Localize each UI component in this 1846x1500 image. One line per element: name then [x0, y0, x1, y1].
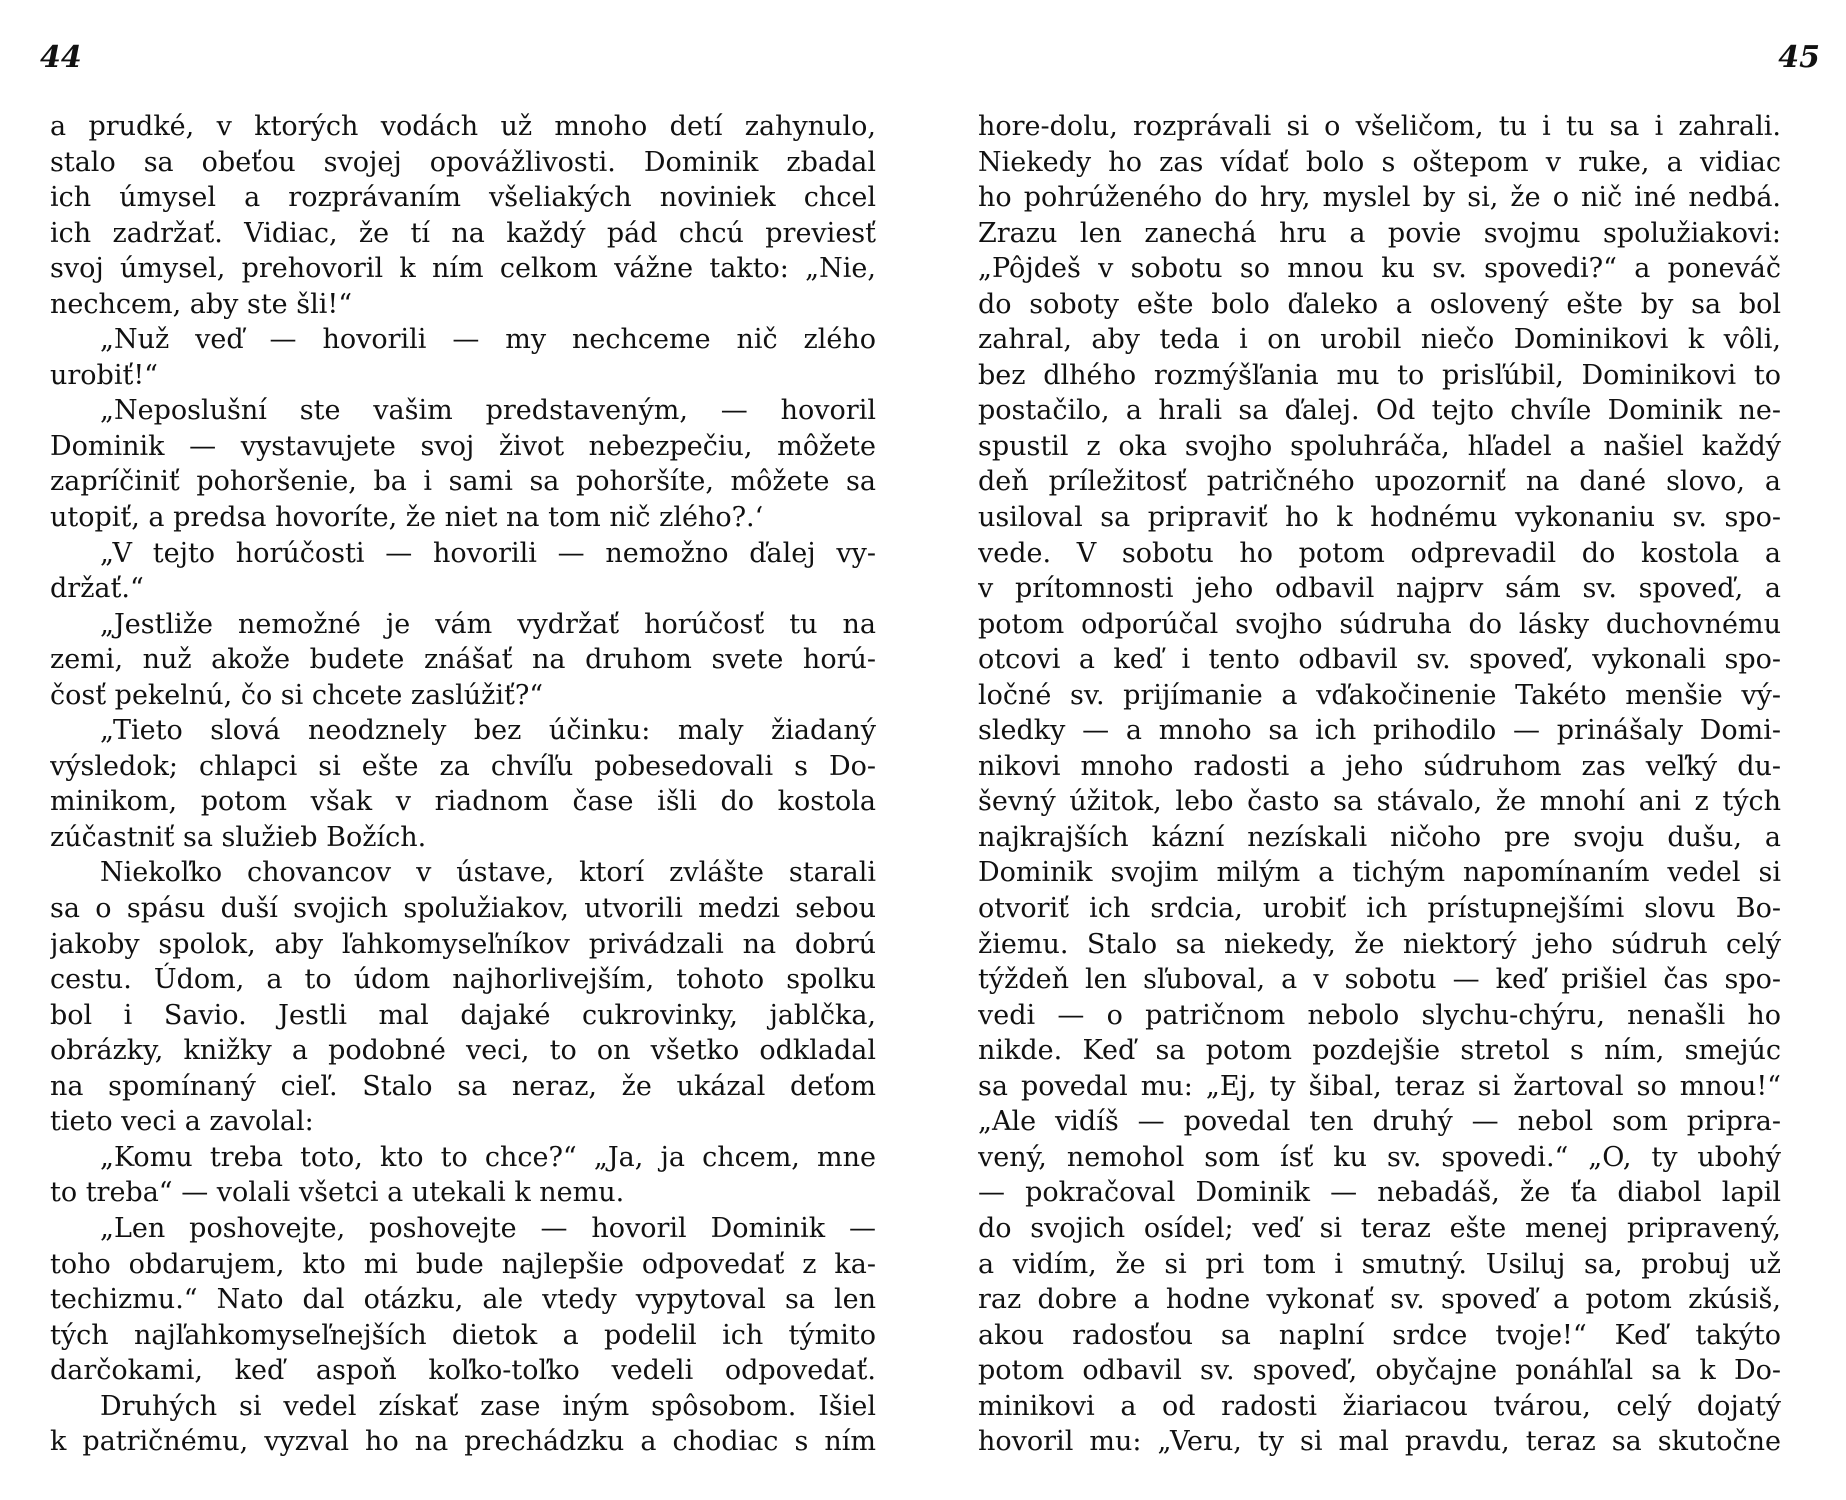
text-line: ho pohrúženého do hry, myslel by si, že o nič iné nedbá.: [978, 182, 1781, 214]
text-line: „V tejto horúčosti — hovorili — nemožno ďalej vy-: [100, 537, 876, 569]
text-line: otcovi a keď i tento odbavil sv. spoveď, vykonali spo-: [978, 644, 1781, 676]
text-line: deň príležitosť patričného upozorniť na dané slovo, a: [978, 466, 1781, 498]
text-line: „Pôjdeš v sobotu so mnou ku sv. spovedi?“ a poneváč: [978, 253, 1781, 285]
text-line: sa o spásu duší svojich spolužiakov, utvorili medzi sebou: [50, 893, 876, 925]
text-line: Dominik — vystavujete svoj život nebezpečiu, môžete: [50, 430, 876, 462]
text-line: „Neposlušní ste vašim predstaveným, — hovoril: [100, 395, 876, 427]
text-line: Niekedy ho zas vídať bolo s oštepom v ruke, a vidiac: [978, 146, 1781, 178]
text-line: sa povedal mu: „Ej, ty šibal, teraz si žartoval so mnou!“: [978, 1070, 1781, 1102]
text-line: stalo sa obeťou svojej opovážlivosti. Dominik zbadal: [50, 146, 876, 178]
text-line: tieto veci a zavolal:: [50, 1106, 314, 1138]
text-line: svoj úmysel, prehovoril k ním celkom vážne takto: „Nie,: [50, 253, 876, 285]
text-line: do soboty ešte bolo ďaleko a oslovený ešte by sa bol: [978, 288, 1781, 320]
text-line: vede. V sobotu ho potom odprevadil do kostola a: [978, 537, 1781, 569]
text-line: hovoril mu: „Veru, ty si mal pravdu, teraz sa skutočne: [978, 1426, 1781, 1458]
text-line: bol i Savio. Jestli mal dajaké cukrovinky, jablčka,: [50, 999, 876, 1031]
text-line: ločné sv. prijímanie a vďakočinenie Takéto menšie vý-: [978, 679, 1781, 711]
text-line: minikom, potom však v riadnom čase išli do kostola: [50, 786, 876, 818]
text-line: jakoby spolok, aby ľahkomyseľníkov privádzali na dobrú: [50, 928, 876, 960]
text-line: zúčastniť sa služieb Božích.: [50, 821, 427, 853]
text-line: urobiť!“: [50, 359, 158, 391]
text-line: týždeň len sľuboval, a v sobotu — keď prišiel čas spo-: [978, 964, 1781, 996]
text-line: „Len poshovejte, poshovejte — hovoril Dominik —: [100, 1212, 876, 1244]
text-line: Druhých si vedel získať zase iným spôsobom. Išiel: [100, 1390, 876, 1422]
text-line: vedi — o patričnom nebolo slychu-chýru, nenašli ho: [978, 999, 1781, 1031]
text-line: cestu. Údom, a to údom najhorlivejším, tohoto spolku: [50, 964, 876, 996]
text-line: nikovi mnoho radosti a jeho súdruhom zas veľký du-: [978, 750, 1781, 782]
text-line: usiloval sa pripraviť ho k hodnému vykonaniu sv. spo-: [978, 502, 1781, 534]
text-line: „Jestliže nemožné je vám vydržať horúčosť tu na: [100, 608, 876, 640]
text-line: najkrajších kázní nezískali ničoho pre svoju dušu, a: [978, 821, 1781, 853]
text-line: do svojich osídel; veď si teraz ešte menej pripravený,: [978, 1212, 1781, 1244]
text-line: nikde. Keď sa potom pozdejšie stretol s ním, smejúc: [978, 1035, 1781, 1067]
text-line: „Tieto slová neodznely bez účinku: maly žiadaný: [100, 715, 876, 747]
text-line: k patričnému, vyzval ho na prechádzku a chodiac s ním: [50, 1426, 876, 1458]
body-text: [50, 109, 876, 1460]
text-line: raz dobre a hodne vykonať sv. spoveď a potom zkúsiš,: [978, 1284, 1781, 1316]
text-line: postačilo, a hrali sa ďalej. Od tejto chvíle Dominik ne-: [978, 395, 1781, 427]
text-line: tých najľahkomyseľnejších dietok a podelil ich týmito: [50, 1319, 876, 1351]
text-line: „Komu treba toto, kto to chce?“ „Ja, ja chcem, mne: [100, 1141, 876, 1173]
text-line: utopiť, a predsa hovoríte, že niet na tom nič zlého?.‘: [50, 502, 764, 534]
page-number: 45: [1778, 40, 1820, 75]
text-line: a vidím, že si pri tom i smutný. Usiluj sa, probuj už: [978, 1248, 1781, 1280]
text-line: zemi, nuž akože budete znášať na druhom svete horú-: [50, 644, 876, 676]
body-text: [978, 109, 1781, 1460]
text-line: Niekoľko chovancov v ústave, ktorí zvlášte starali: [100, 857, 876, 889]
text-line: držať.“: [50, 573, 144, 605]
text-line: zapríčiniť pohoršenie, ba i sami sa pohoršíte, môžete sa: [50, 466, 876, 498]
text-line: hore-dolu, rozprávali si o všeličom, tu i tu sa i zahrali.: [978, 111, 1781, 142]
text-line: ich úmysel a rozprávaním všeliakých noviniek chcel: [50, 182, 876, 214]
text-line: minikovi a od radosti žiariacou tvárou, celý dojatý: [978, 1390, 1781, 1422]
text-line: Dominik svojim milým a tichým napomínaním vedel si: [978, 857, 1781, 889]
right-page: [923, 0, 1846, 1500]
text-line: vený, nemohol som ísť ku sv. spovedi.“ „O, ty ubohý: [978, 1141, 1781, 1173]
text-line: — pokračoval Dominik — nebadáš, že ťa diabol lapil: [978, 1177, 1781, 1209]
text-line: otvoriť ich srdcia, urobiť ich prístupnejšími slovu Bo-: [978, 893, 1781, 925]
text-line: bez dlhého rozmýšľania mu to prisľúbil, Dominikovi to: [978, 359, 1781, 391]
text-line: obrázky, knižky a podobné veci, to on všetko odkladal: [50, 1035, 876, 1067]
text-line: potom odporúčal svojho súdruha do lásky duchovnému: [978, 608, 1781, 640]
text-line: „Ale vidíš — povedal ten druhý — nebol som pripra-: [978, 1106, 1781, 1138]
text-line: Zrazu len zanechá hru a povie svojmu spolužiakovi:: [978, 217, 1781, 249]
text-line: darčokami, keď aspoň koľko-toľko vedeli odpovedať.: [50, 1355, 876, 1387]
text-line: zahral, aby teda i on urobil niečo Dominikovi k vôli,: [978, 324, 1781, 356]
text-line: potom odbavil sv. spoveď, obyčajne ponáhľal sa k Do-: [978, 1355, 1781, 1387]
text-line: ševný úžitok, lebo často sa stávalo, že mnohí ani z tých: [978, 786, 1781, 818]
text-line: „Nuž veď — hovorili — my nechceme nič zlého: [100, 324, 876, 356]
text-line: akou radosťou sa naplní srdce tvoje!“ Keď takýto: [978, 1319, 1781, 1351]
page-number: 44: [40, 40, 82, 75]
text-line: sledky — a mnoho sa ich prihodilo — prinášaly Domi-: [978, 715, 1781, 747]
text-line: toho obdarujem, kto mi bude najlepšie odpovedať z ka-: [50, 1248, 876, 1280]
text-line: to treba“ — volali všetci a utekali k nemu.: [50, 1177, 625, 1209]
text-line: na spomínaný cieľ. Stalo sa neraz, že ukázal deťom: [50, 1070, 876, 1102]
text-line: nechcem, aby ste šli!“: [50, 288, 353, 320]
text-line: a prudké, v ktorých vodách už mnoho detí zahynulo,: [50, 111, 876, 142]
text-line: v prítomnosti jeho odbavil najprv sám sv. spoveď, a: [978, 573, 1781, 605]
text-line: čosť pekelnú, čo si chcete zaslúžiť?“: [50, 679, 544, 711]
text-line: techizmu.“ Nato dal otázku, ale vtedy vypytoval sa len: [50, 1284, 876, 1316]
text-line: spustil z oka svojho spoluhráča, hľadel a našiel každý: [978, 430, 1781, 462]
text-line: žiemu. Stalo sa niekedy, že niektorý jeho súdruh celý: [978, 928, 1781, 960]
text-line: ich zadržať. Vidiac, že tí na každý pád chcú previesť: [50, 217, 876, 249]
text-line: výsledok; chlapci si ešte za chvíľu pobesedovali s Do-: [50, 750, 876, 782]
